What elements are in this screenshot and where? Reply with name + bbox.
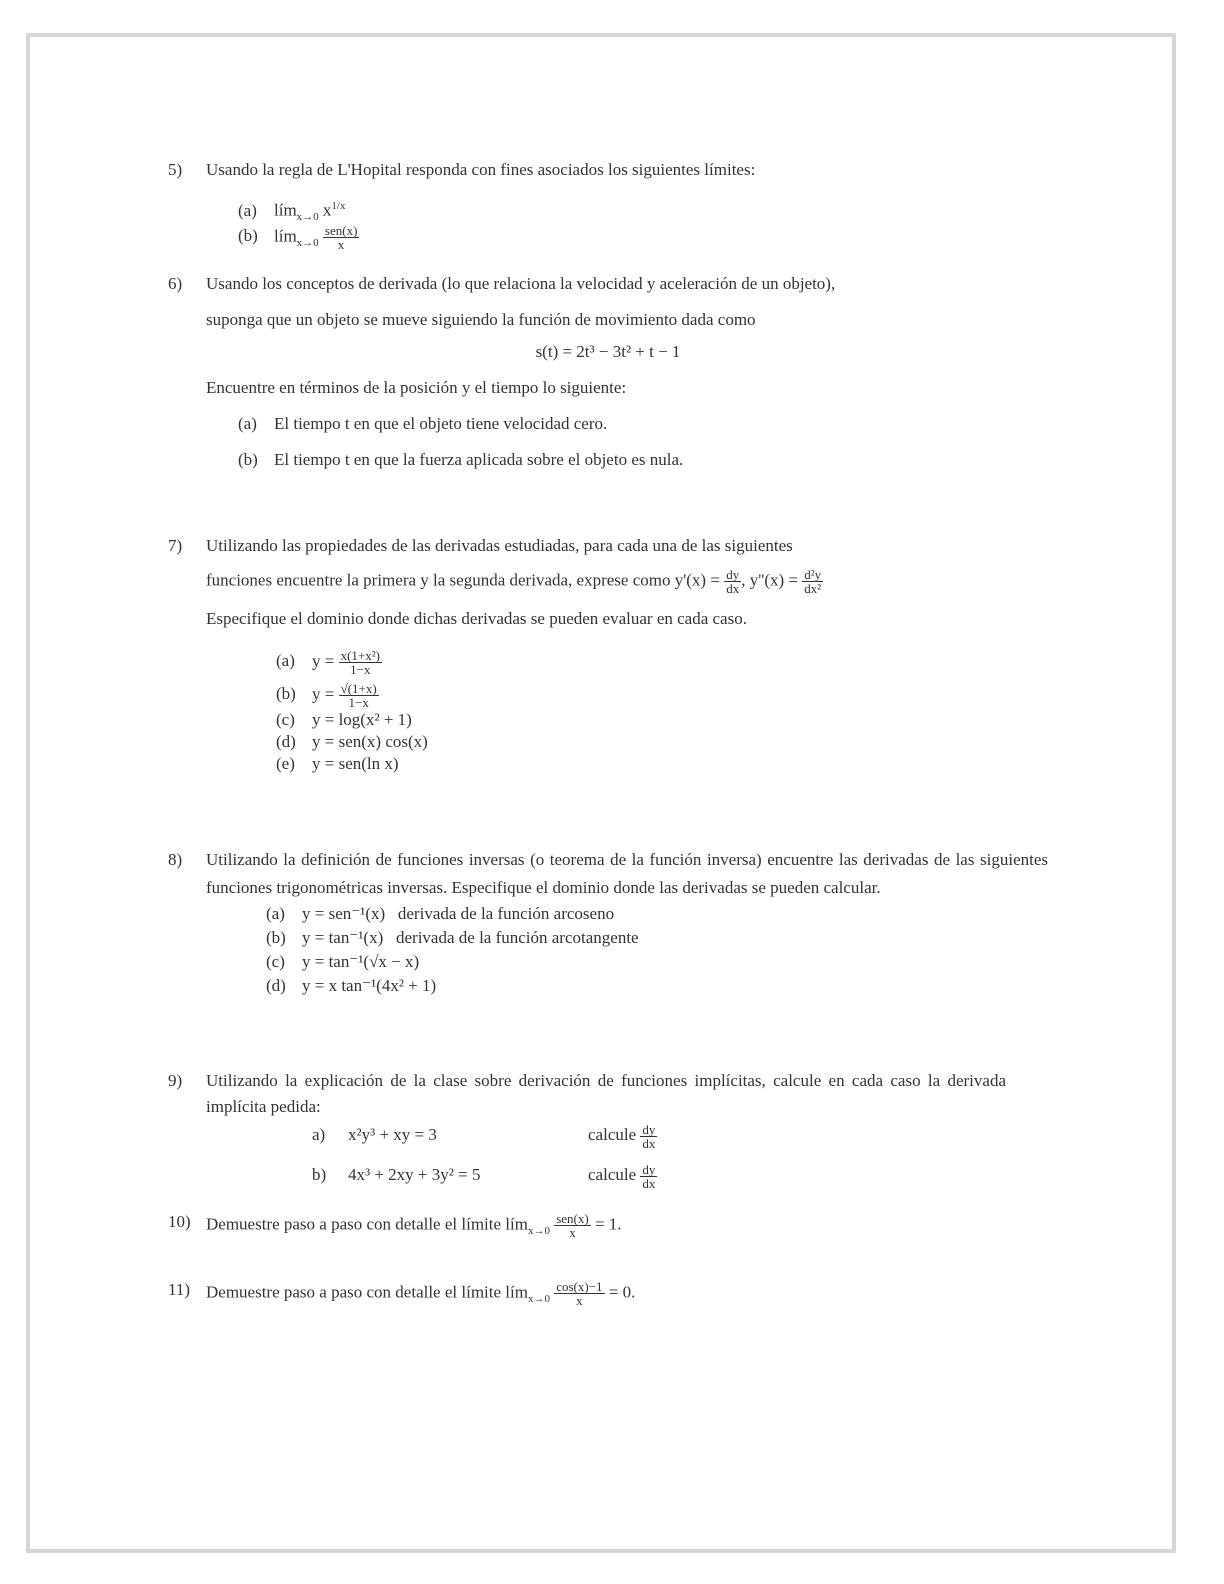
problem-7a: (a) y = $\frac{\text{x(1+x²)}}{1-x}$	[276, 648, 380, 677]
problem-8c: (c) y = tan⁻¹(√x − x)	[266, 952, 420, 971]
problem-11: 11) Demuestre paso a paso con detalle el límite lím$_{x\to 0}$ $\frac{\cos(x)-1}{x}$ = 0.	[168, 1279, 636, 1308]
problem-7-items	[276, 649, 1048, 775]
problem-9: 9) Utilizando la explicación de la clase sobre derivación de funciones implícitas, calcule en cada caso la derivada implícita pedida: a) x²y³ + xy = 3 calcule $\frac{dy}{dx}$ b) 4x³ + 2xy + 3y² = 5 calcule $\frac{dy}{dx}$	[168, 1071, 1006, 1191]
problem-8a: (a) y = sen⁻¹(x) derivada de la función arcoseno	[266, 904, 615, 923]
problem-7d: (d) y = sen(x) cos(x)	[276, 732, 428, 751]
problem-5: 5) Usando la regla de L'Hopital responda con fines asociados los siguientes límites: (a) lím$_{x\to 0}$ $x^{1/x}$ (b) lím$_{x\to 0}$ $\frac{\text{sen(x)}}{x}$	[168, 160, 756, 252]
motion-equation: s(t) = 2t³ − 3t² + t − 1	[535, 342, 681, 361]
problem-7b: (b) y = $\frac{√(1+x)}{1-x}$	[276, 681, 377, 710]
problem-8: 8) Utilizando la definición de funciones inversas (o teorema de la función inversa) encuentre las derivadas de las siguientes funciones trigonométricas inversas. Especifique el dominio donde las derivadas se pueden calcular. (a) y = sen⁻¹(x) derivada de la función arcoseno (b) y = tan⁻¹(x) derivada de la función arcotangente (c) y = tan⁻¹(√x − x) (d) y = x tan⁻¹(4x² + 1)	[168, 846, 1048, 998]
problem-5b: (b) lím$_{x\to 0}$ $\frac{\text{sen(x)}}{x}$	[238, 223, 358, 252]
problem-7c: (c) y = log(x² + 1)	[276, 710, 412, 729]
problem-8-items	[266, 902, 1048, 998]
problem-9a: a) x²y³ + xy = 3 calcule $\frac{dy}{dx}$	[312, 1121, 656, 1151]
problem-5a: (a) lím$_{x\to 0}$ $x^{1/x}$	[238, 200, 346, 224]
problem-10: 10) Demuestre paso a paso con detalle el límite lím$_{x\to 0}$ $\frac{\text{sen(x)}}{x}$ = 1.	[168, 1211, 622, 1240]
problem-6a: (a) El tiempo t en que el objeto tiene velocidad cero.	[238, 414, 608, 433]
problem-9b: b) 4x³ + 2xy + 3y² = 5 calcule $\frac{dy}{dx}$	[312, 1161, 656, 1191]
problem-6b: (b) El tiempo t en que la fuerza aplicada sobre el objeto es nula.	[238, 450, 684, 469]
page-frame	[26, 33, 1176, 1553]
problem-8b: (b) y = tan⁻¹(x) derivada de la función arcotangente	[266, 928, 639, 947]
problem-7e: (e) y = sen(ln x)	[276, 754, 399, 773]
problem-7: 7) Utilizando las propiedades de las derivadas estudiadas, para cada una de las siguientes funciones encuentre la primera y la segunda derivada, exprese como y'(x) = $\frac{dy}{dx}$ , y''(x) = $\frac{\text{d²y}}{\text{dx²}}$ Especifique el dominio donde dichas derivadas se pueden evaluar en cada caso. (a) y = $\frac{\text{x(1+x²)}}{1-x}$ (b) y = $\frac{√(1+x)}{1-x}$ (c) y = log(x² + 1) (d) y = sen(x) cos(x) (e) y = sen(ln x)	[168, 536, 1048, 775]
problem-8d: (d) y = x tan⁻¹(4x² + 1)	[266, 976, 437, 995]
problem-6: 6) Usando los conceptos de derivada (lo que relaciona la velocidad y aceleración de un objeto), suponga que un objeto se mueve siguiendo la función de movimiento dada como s(t) = 2t³ − 3t² + t − 1 Encuentre en términos de la posición y el tiempo lo siguiente: (a) El tiempo t en que el objeto tiene velocidad cero. (b) El tiempo t en que la fuerza aplicada sobre el objeto es nula.	[168, 274, 1048, 470]
